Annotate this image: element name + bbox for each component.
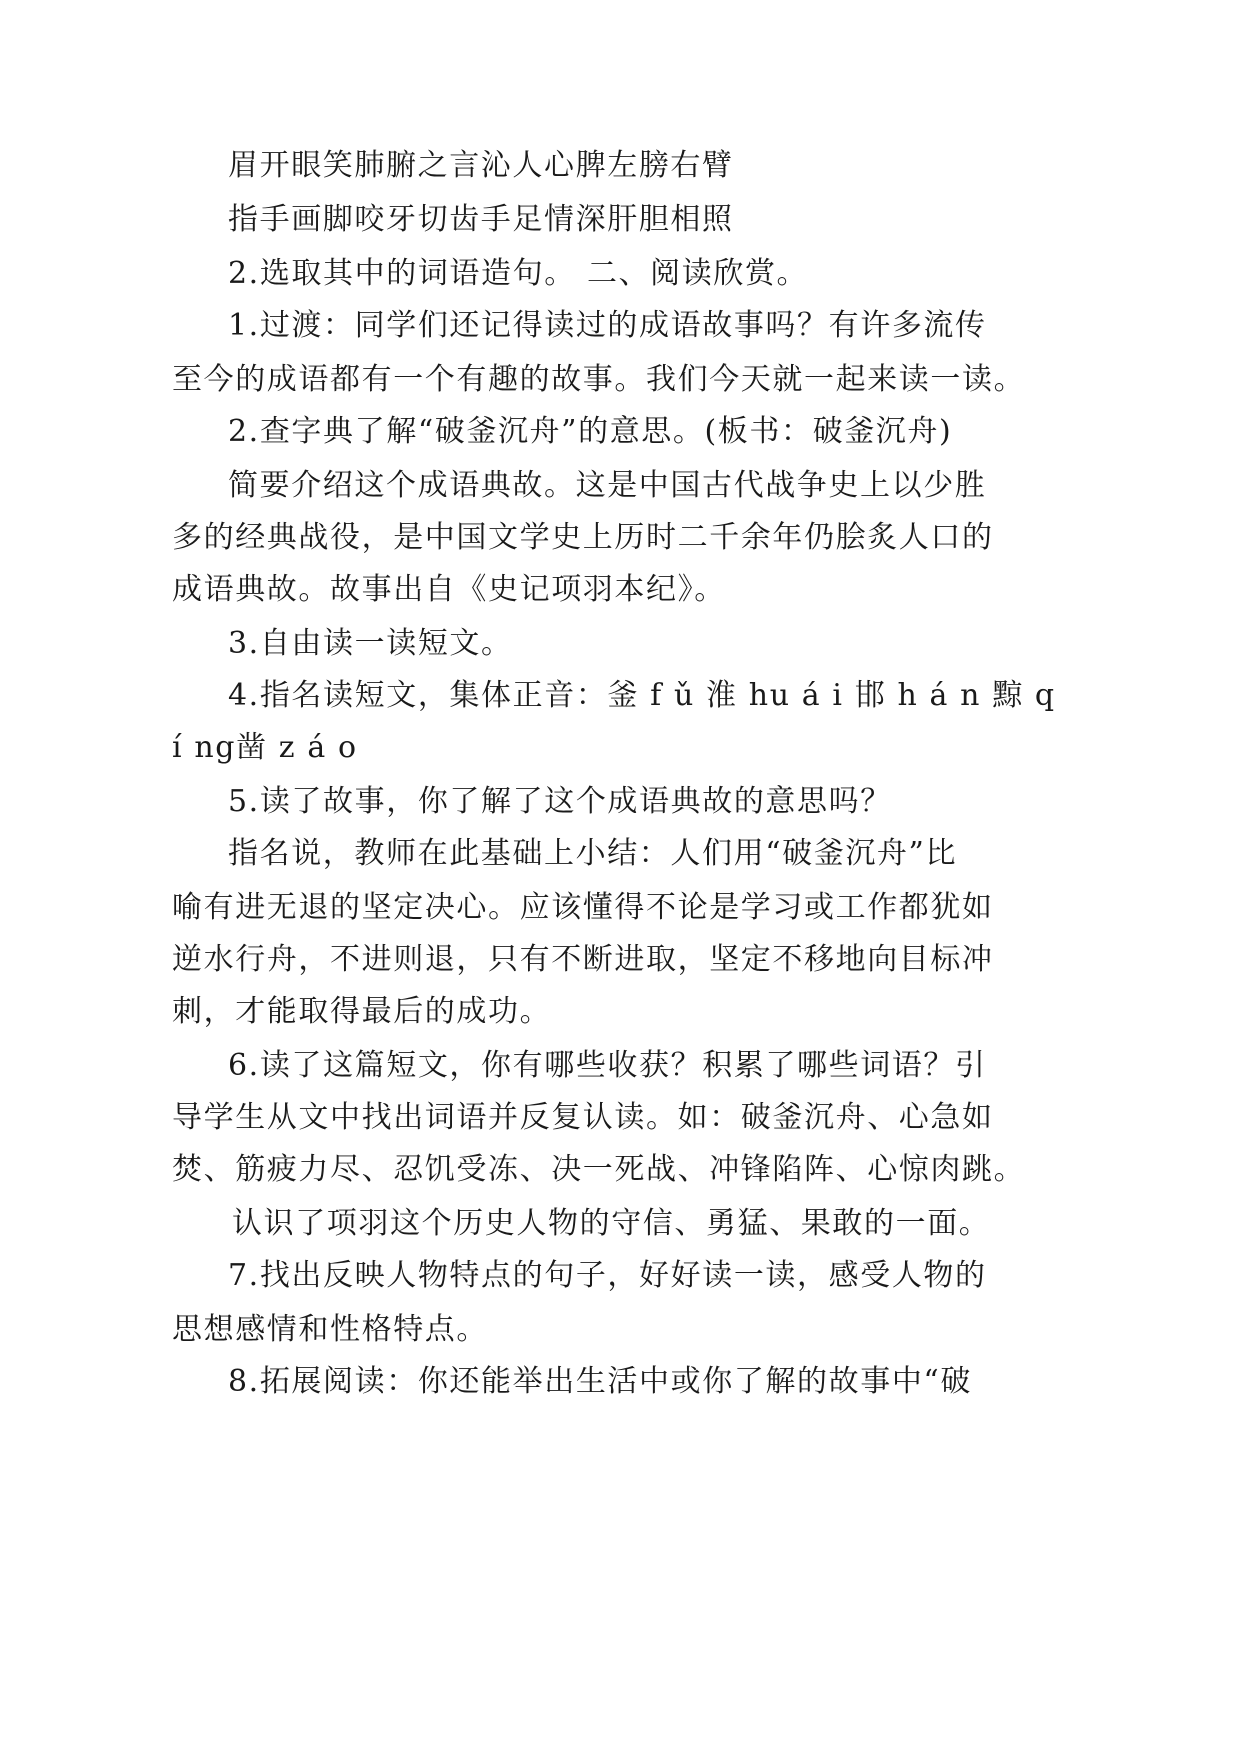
text-line: 刺，才能取得最后的成功。: [172, 994, 552, 1029]
text-line: 3.自由读一读短文。: [228, 626, 513, 661]
text-line: 5.读了故事，你了解了这个成语典故的意思吗？: [228, 784, 892, 819]
text-line: 2.查字典了解“破釜沉舟”的意思。(板书：破釜沉舟): [228, 414, 953, 449]
text-line: 简要介绍这个成语典故。这是中国古代战争史上以少胜: [228, 468, 987, 503]
text-line: 导学生从文中找出词语并反复认读。如：破釜沉舟、心急如: [172, 1100, 994, 1135]
text-line: 1.过渡：同学们还记得读过的成语故事吗？有许多流传: [228, 308, 987, 343]
text-line: 逆水行舟，不进则退，只有不断进取，坚定不移地向目标冲: [172, 942, 994, 977]
text-line: 多的经典战役，是中国文学史上历时二千余年仍脍炙人口的: [172, 520, 994, 555]
text-line: 喻有进无退的坚定决心。应该懂得不论是学习或工作都犹如: [172, 890, 994, 925]
text-line: 成语典故。故事出自《史记项羽本纪》。: [172, 572, 726, 607]
text-line: 6.读了这篇短文，你有哪些收获？积累了哪些词语？引: [228, 1048, 987, 1083]
text-line: 焚、筋疲力尽、忍饥受冻、决一死战、冲锋陷阵、心惊肉跳。: [172, 1152, 1026, 1187]
text-line: 指名说，教师在此基础上小结：人们用“破釜沉舟”比: [228, 836, 958, 871]
text-line: í ng凿 z á o: [172, 730, 358, 765]
text-line: 7.找出反映人物特点的句子，好好读一读，感受人物的: [228, 1258, 987, 1293]
text-line: 思想感情和性格特点。: [172, 1312, 488, 1347]
text-line: 眉开眼笑肺腑之言沁人心脾左膀右臂: [228, 148, 734, 183]
text-line: 2.选取其中的词语造句。 二、阅读欣赏。: [228, 256, 809, 291]
text-line: 8.拓展阅读：你还能举出生活中或你了解的故事中“破: [228, 1364, 972, 1399]
text-line: 指手画脚咬牙切齿手足情深肝胆相照: [228, 202, 734, 237]
text-line: 至今的成语都有一个有趣的故事。我们今天就一起来读一读。: [172, 362, 1026, 397]
text-line: 认识了项羽这个历史人物的守信、勇猛、果敢的一面。: [232, 1206, 991, 1241]
text-line: 4.指名读短文，集体正音：釜 f ǔ 淮 hu á i 邯 h á n 黥 q: [228, 678, 1056, 713]
